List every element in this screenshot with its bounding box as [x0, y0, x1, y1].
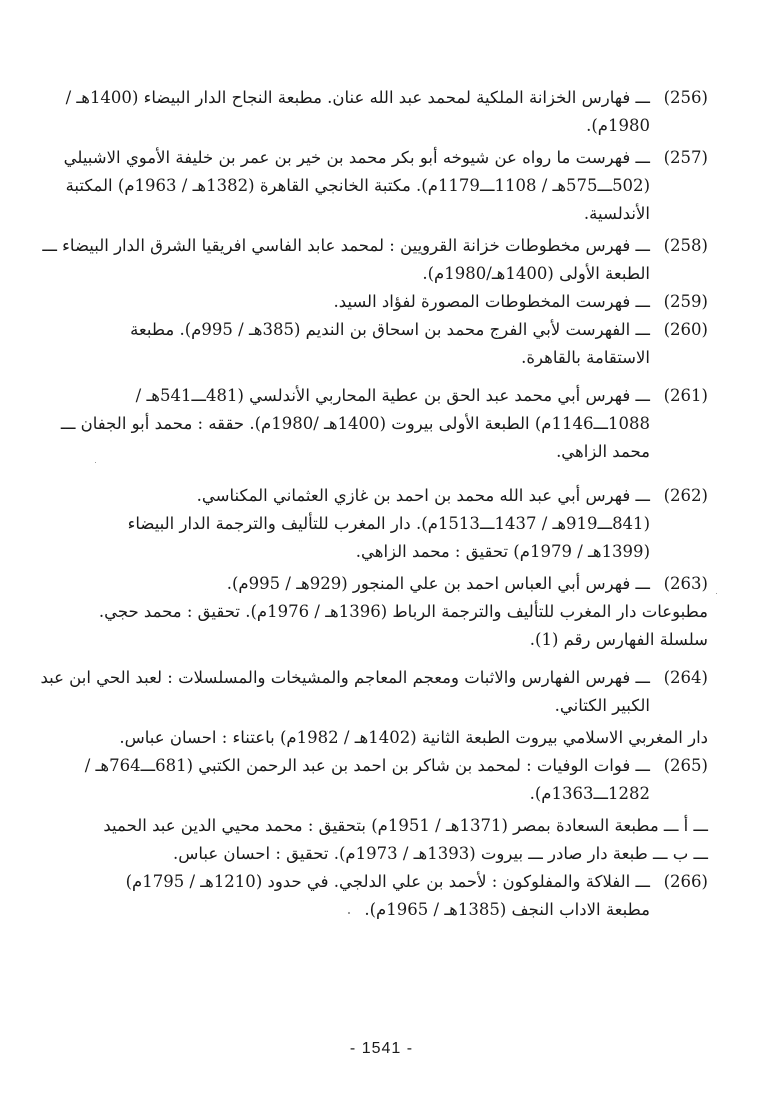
- entry-number: (264): [663, 668, 708, 687]
- scan-speck: [716, 593, 717, 594]
- entry-number: (266): [663, 872, 708, 891]
- entry-263: [100, 570, 708, 598]
- entry-line: ـــ أ ـــ مطبعة السعادة بمصر (1371هـ / 1951م) بتحقيق : محمد محيي الدين عبد الحميد: [103, 816, 708, 835]
- entry-line: 1088ـــ1146م) الطبعة الأولى بيروت (1400هـ /1980م). حققه : محمد أبو الجفان ـــ: [60, 414, 650, 433]
- entry-line: محمد الزاهي.: [556, 442, 650, 461]
- entry-line: دار المغربي الاسلامي بيروت الطبعة الثانية (1402هـ / 1982م) باعتناء : احسان عباس.: [119, 728, 708, 747]
- entry-266: [100, 868, 708, 924]
- entry-line: ـــ فهرست ما رواه عن شيوخه أبو بكر محمد بن خير بن عمر بن خليفة الأموي الاشبيلي: [63, 148, 650, 167]
- entry-line: (502ـــ575هـ / 1108ـــ1179م). مكتبة الخانجي القاهرة (1382هـ / 1963م) المكتبة: [65, 176, 650, 195]
- entry-265: [84, 752, 708, 808]
- entry-line: ـــ فهارس الخزانة الملكية لمحمد عبد الله عنان. مطبعة النجاح الدار البيضاء (1400هـ /: [65, 88, 650, 107]
- entry-line: مطبعة الاداب النجف (1385هـ / 1965م).: [364, 900, 650, 919]
- entry-number: (259): [663, 292, 708, 311]
- entry-line: ـــ فهرس أبي العباس احمد بن علي المنجور (929هـ / 995م).: [226, 574, 650, 593]
- entry-257: [63, 144, 708, 228]
- bibliography-list: [40, 84, 708, 924]
- entry-line: الأندلسية.: [583, 204, 650, 223]
- entry-line: 1282ـــ1363م).: [529, 784, 650, 803]
- scan-speck: [348, 912, 350, 914]
- entry-265-editions: [100, 812, 708, 868]
- entry-line: ـــ فهرس أبي محمد عبد الحق بن عطية المحاربي الأندلسي (481ـــ541هـ /: [135, 386, 650, 405]
- entry-number: (265): [663, 756, 708, 775]
- entry-258: [42, 232, 708, 288]
- entry-line: ـــ فهرس أبي عبد الله محمد بن احمد بن غازي العثماني المكناسي.: [196, 486, 650, 505]
- entry-line: ـــ الفهرست لأبي الفرج محمد بن اسحاق بن النديم (385هـ / 995م). مطبعة: [130, 320, 650, 339]
- entry-line: (1399هـ / 1979م) تحقيق : محمد الزاهي.: [355, 542, 650, 561]
- page-number: - 1541 -: [349, 1040, 414, 1057]
- entry-number: (262): [663, 486, 708, 505]
- entry-number: (263): [663, 574, 708, 593]
- entry-line: (841ـــ919هـ / 1437ـــ1513م). دار المغرب للتأليف والترجمة الدار البيضاء: [127, 514, 650, 533]
- entry-line: ـــ فهرس الفهارس والاثبات ومعجم المعاجم والمشيخات والمسلسلات : لعبد الحي ابن عبد: [40, 668, 650, 687]
- entry-262: [100, 482, 708, 566]
- entry-line: ـــ فهرست المخطوطات المصورة لفؤاد السيد.: [333, 292, 650, 311]
- entry-number: (256): [663, 88, 708, 107]
- entry-line: الاستقامة بالقاهرة.: [521, 348, 650, 367]
- entry-256: [65, 84, 708, 140]
- entry-260: [100, 316, 708, 372]
- entry-line: مطبوعات دار المغرب للتأليف والترجمة الرباط (1396هـ / 1976م). تحقيق : محمد حجي.: [98, 602, 708, 621]
- entry-number: (261): [663, 386, 708, 405]
- entry-264-publication: [100, 724, 708, 752]
- entry-line: ـــ الفلاكة والمفلوكون : لأحمد بن علي الدلجي. في حدود (1210هـ / 1795م): [125, 872, 650, 891]
- entry-263-publication: [100, 598, 708, 654]
- entry-line: الطبعة الأولى (1400هـ/1980م).: [422, 264, 650, 283]
- entry-line: ـــ ب ـــ طبعة دار صادر ـــ بيروت (1393هـ / 1973م). تحقيق : احسان عباس.: [172, 844, 708, 863]
- entry-line: الكبير الكتاني.: [554, 696, 650, 715]
- entry-number: (258): [663, 236, 708, 255]
- entry-261: [60, 382, 708, 466]
- entry-number: (260): [663, 320, 708, 339]
- entry-line: ـــ فهرس مخطوطات خزانة القرويين : لمحمد عابد الفاسي افريقيا الشرق الدار البيضاء ـــ: [42, 236, 650, 255]
- entry-line: سلسلة الفهارس رقم (1).: [529, 630, 708, 649]
- scan-speck: [95, 462, 96, 463]
- entry-line: ـــ فوات الوفيات : لمحمد بن شاكر بن احمد بن عبد الرحمن الكتبي (681ـــ764هـ /: [84, 756, 650, 775]
- entry-number: (257): [663, 148, 708, 167]
- entry-259: [100, 288, 708, 316]
- entry-line: 1980م).: [586, 116, 650, 135]
- entry-264: [40, 664, 708, 720]
